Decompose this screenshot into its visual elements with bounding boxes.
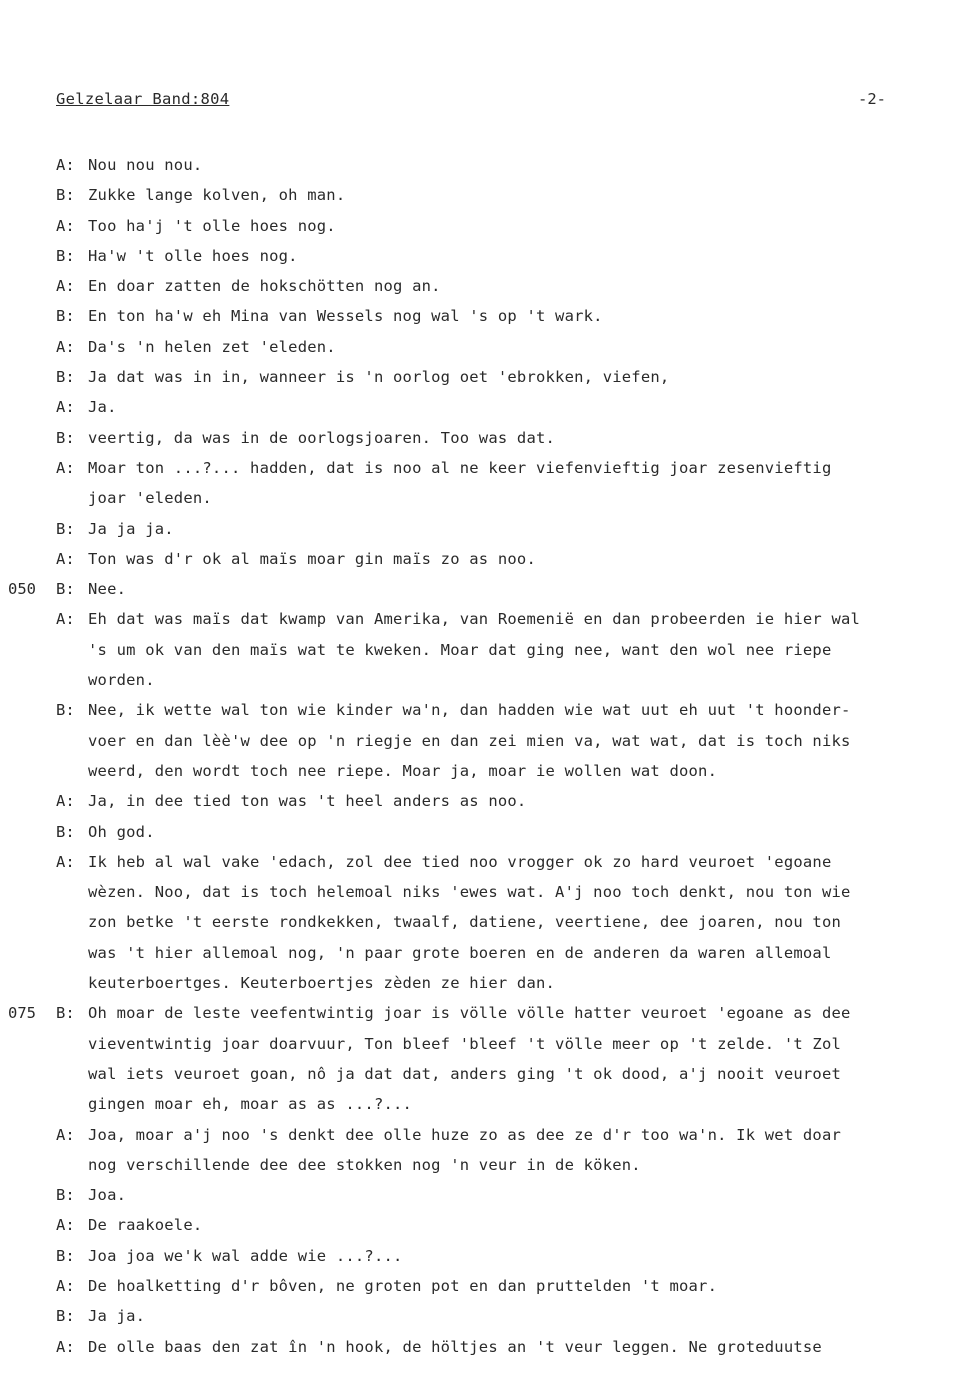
utterance-line: En doar zatten de hokschötten nog an. (88, 277, 441, 296)
utterance-line: Too ha'j 't olle hoes nog. (88, 216, 336, 235)
utterance-line: Ja dat was in in, wanneer is 'n oorlog oet 'ebrokken, viefen, (88, 368, 670, 387)
document-title: Gelzelaar Band:804 (56, 90, 230, 108)
utterance-line: 's um ok van den maïs wat te kweken. Moar dat ging nee, want den wol nee riepe (88, 640, 832, 659)
speaker-label: B: (56, 701, 75, 720)
utterance-line: Ha'w 't olle hoes nog. (88, 246, 298, 265)
speaker-label: A: (56, 852, 75, 871)
transcript-turn (56, 544, 946, 574)
transcript-turn (56, 1241, 946, 1271)
utterance-line: En ton ha'w eh Mina van Wessels nog wal 's op 't wark. (88, 307, 603, 326)
utterance-line: wal iets veuroet goan, nô ja dat dat, anders ging 't ok dood, a'j nooit veuroet (88, 1064, 842, 1083)
utterance-line: vieventwintig joar doarvuur, Ton bleef 'bleef 't völle meer op 't zelde. 't Zol (88, 1034, 842, 1053)
speaker-label: B: (56, 246, 75, 265)
utterance-line: keuterboertges. Keuterboertjes zèden ze hier dan. (88, 974, 556, 993)
speaker-label: A: (56, 1276, 75, 1295)
margin-line-number: 050 (8, 580, 36, 599)
transcript-turn (56, 271, 946, 301)
speaker-label: A: (56, 1216, 75, 1235)
speaker-label: A: (56, 156, 75, 174)
speaker-label: B: (56, 580, 75, 599)
utterance-line: Joa, moar a'j noo 's denkt dee olle huze zo as dee ze d'r too wa'n. Ik wet doar (88, 1125, 842, 1144)
utterance-line: weerd, den wordt toch nee riepe. Moar ja, moar ie wollen wat doon. (88, 761, 718, 780)
utterance-line: Da's 'n helen zet 'eleden. (88, 337, 336, 356)
utterance-line: De olle baas den zat în 'n hook, de höltjes an 't veur leggen. Ne groteduutse (88, 1337, 822, 1356)
speaker-label: B: (56, 822, 75, 841)
transcript-turn (56, 817, 946, 847)
transcript-turn (56, 1210, 946, 1240)
utterance-line: Joa joa we'k wal adde wie ...?... (88, 1246, 403, 1265)
utterance-line: Zukke lange kolven, oh man. (88, 186, 346, 205)
transcript-turn (56, 1120, 946, 1181)
transcript-turn (56, 211, 946, 241)
transcript-turn (56, 1271, 946, 1301)
utterance-line: Nee, ik wette wal ton wie kinder wa'n, dan hadden wie wat uut eh uut 't hoonder- (88, 701, 851, 720)
utterance-line: gingen moar eh, moar as as ...?... (88, 1095, 413, 1114)
utterance-line: Joa. (88, 1186, 127, 1205)
utterance-line: Oh moar de leste veefentwintig joar is völle völle hatter veuroet 'egoane as dee (88, 1004, 851, 1023)
speaker-label: B: (56, 1004, 75, 1023)
speaker-label: A: (56, 610, 75, 629)
speaker-label: A: (56, 549, 75, 568)
speaker-label: B: (56, 307, 75, 326)
transcript-turn (56, 604, 946, 695)
speaker-label: A: (56, 398, 75, 417)
speaker-label: B: (56, 1307, 75, 1326)
utterance-line: voer en dan lèè'w dee op 'n riegje en dan zei mien va, wat wat, dat is toch niks (88, 731, 851, 750)
speaker-label: A: (56, 337, 75, 356)
utterance-line: Nee. (88, 580, 127, 599)
transcript-turn (56, 1180, 946, 1210)
utterance-line: De raakoele. (88, 1216, 203, 1235)
speaker-label: B: (56, 428, 75, 447)
transcript-turn (56, 150, 946, 180)
transcript (8, 150, 946, 1362)
utterance-line: Ja, in dee tied ton was 't heel anders as noo. (88, 792, 527, 811)
speaker-label: A: (56, 792, 75, 811)
utterance-line: joar 'eleden. (88, 489, 212, 508)
utterance-line: Ja ja ja. (88, 519, 174, 538)
utterance-line: Ik heb al wal vake 'edach, zol dee tied noo vrogger ok zo hard veuroet 'egoane (88, 852, 832, 871)
speaker-label: A: (56, 277, 75, 296)
transcript-turn (8, 998, 946, 1119)
utterance-line: Nou nou nou. (88, 156, 203, 174)
transcript-turn (56, 847, 946, 998)
speaker-label: B: (56, 1246, 75, 1265)
speaker-label: A: (56, 1125, 75, 1144)
utterance-line: Ja. (88, 398, 117, 417)
speaker-label: B: (56, 1186, 75, 1205)
speaker-label: B: (56, 519, 75, 538)
speaker-label: A: (56, 216, 75, 235)
transcript-turn (56, 423, 946, 453)
utterance-line: Ja ja. (88, 1307, 146, 1326)
utterance-line: zon betke 't eerste rondkekken, twaalf, datiene, veertiene, dee joaren, nou ton (88, 913, 842, 932)
transcript-turn (56, 362, 946, 392)
transcript-turn (56, 392, 946, 422)
utterance-line: was 't hier allemoal nog, 'n paar grote boeren en de anderen da waren allemoal (88, 943, 832, 962)
transcript-turn (56, 332, 946, 362)
transcript-turn (56, 1301, 946, 1331)
transcript-turn (56, 786, 946, 816)
transcript-turn (56, 301, 946, 331)
transcript-turn (56, 514, 946, 544)
speaker-label: A: (56, 458, 75, 477)
transcript-turn (56, 453, 946, 514)
speaker-label: B: (56, 186, 75, 205)
utterance-line: De hoalketting d'r bôven, ne groten pot en dan pruttelden 't moar. (88, 1276, 718, 1295)
utterance-line: nog verschillende dee dee stokken nog 'n veur in de köken. (88, 1155, 641, 1174)
utterance-line: wèzen. Noo, dat is toch helemoal niks 'ewes wat. A'j noo toch denkt, nou ton wie (88, 883, 851, 902)
utterance-line: Eh dat was maïs dat kwamp van Amerika, van Roemenië en dan probeerden ie hier wal (88, 610, 861, 629)
transcript-turn (56, 241, 946, 271)
speaker-label: B: (56, 368, 75, 387)
page-number: -2- (858, 90, 886, 108)
margin-line-number: 075 (8, 1004, 36, 1023)
utterance-line: worden. (88, 671, 155, 690)
utterance-line: veertig, da was in de oorlogsjoaren. Too was dat. (88, 428, 556, 447)
transcript-turn (56, 1332, 946, 1362)
speaker-label: A: (56, 1337, 75, 1356)
transcript-turn (56, 180, 946, 210)
transcript-turn (8, 574, 946, 604)
transcript-turn (56, 695, 946, 786)
utterance-line: Moar ton ...?... hadden, dat is noo al ne keer viefenvieftig joar zesenvieftig (88, 458, 832, 477)
utterance-line: Ton was d'r ok al maïs moar gin maïs zo as noo. (88, 549, 536, 568)
utterance-line: Oh god. (88, 822, 155, 841)
